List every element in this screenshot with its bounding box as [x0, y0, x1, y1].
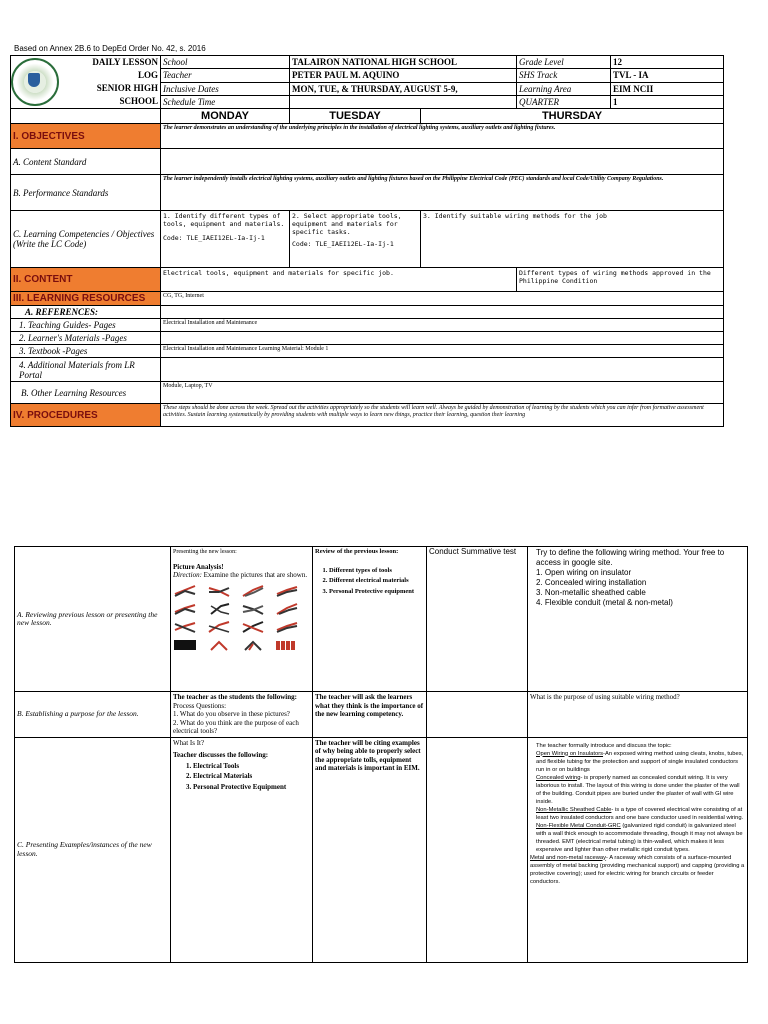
- procedures-text: These steps should be done across the week. Spread out the activities appropriately so the students will learn well. Always be guided by demonstration of learning by the students which you can infer from formative assessment activities. Sustain learning systematically by providing students with multiple ways to learn new things, practice their learning, question their learning: [161, 404, 724, 427]
- pliers-icon: [207, 584, 231, 598]
- section-a-thu-intro: Try to define the following wiring method. Your free to access in google site.: [536, 548, 725, 567]
- day-row-blank: [11, 109, 161, 124]
- pliers-icon: [207, 602, 231, 616]
- day-tuesday: TUESDAY: [290, 109, 421, 124]
- textbook-value: Electrical Installation and Maintenance Learning Material: Module 1: [161, 345, 724, 358]
- pliers-icon: [207, 620, 231, 634]
- section-b-mon-intro: The teacher as the students the following:: [173, 693, 297, 701]
- content-thursday: Different types of wiring methods approved in the Philippine Condition: [517, 268, 724, 292]
- pliers-icon: [241, 620, 265, 634]
- discussion-item: 3. Personal Protective Equipment: [193, 783, 310, 792]
- dates-value: MON, TUE, & THURSDAY, AUGUST 5-9,: [290, 82, 517, 95]
- section-c-wednesday: [427, 737, 528, 962]
- lr-portal-value: [161, 358, 724, 382]
- content-standard-label: A. Content Standard: [11, 149, 161, 175]
- teacher-value: PETER PAUL M. AQUINO: [290, 69, 517, 82]
- deped-seal-icon: [11, 58, 59, 106]
- pliers-icon: [173, 620, 197, 634]
- nms-cable-title: Non-Metallic Sheathed Cable: [536, 806, 612, 813]
- pliers-icon: [275, 602, 299, 616]
- pliers-icon: [173, 584, 197, 598]
- wiring-item: 3. Non-metallic sheathed cable: [536, 588, 646, 597]
- concealed-wiring-title: Concealed wiring: [536, 774, 581, 781]
- schedule-value: [290, 95, 517, 108]
- performance-label: B. Performance Standards: [11, 175, 161, 211]
- section-a-mon-direction: Examine the pictures that are shown.: [201, 571, 308, 579]
- section-b-label: B. Establishing a purpose for the lesson.: [15, 692, 171, 738]
- section-c-thu-intro: The teacher formally introduce and discuss the topic:: [536, 742, 672, 749]
- track-label: SHS Track: [517, 69, 611, 82]
- lr-portal-label: 4. Additional Materials from LR Portal: [11, 358, 161, 382]
- competency-monday: [161, 211, 290, 268]
- references-value: [161, 306, 724, 319]
- section-c-thursday: [528, 737, 748, 962]
- pliers-icon: [173, 602, 197, 616]
- review-item: 1. Different types of tools: [329, 567, 424, 576]
- day-thursday: THURSDAY: [421, 109, 724, 124]
- pliers-icon: [241, 584, 265, 598]
- concealed-wiring-paragraph: [530, 774, 745, 806]
- nms-cable-paragraph: [530, 806, 745, 822]
- section-a-monday: [171, 547, 313, 692]
- area-value: EIM NCII: [611, 82, 724, 95]
- content-standard-value: [161, 149, 724, 175]
- procedures-table: [14, 546, 748, 963]
- school-value: TALAIRON NATIONAL HIGH SCHOOL: [290, 56, 517, 69]
- school-label: School: [161, 56, 290, 69]
- title-line-3: SENIOR HIGH: [96, 83, 158, 93]
- section-a-label: A. Reviewing previous lesson or presenting the new lesson.: [15, 547, 171, 692]
- grade-label: Grade Level: [517, 56, 611, 69]
- section-b-thursday: What is the purpose of using suitable wiring method?: [528, 692, 748, 738]
- section-b-wednesday: [427, 692, 528, 738]
- teaching-guides-label: 1. Teaching Guides- Pages: [11, 319, 161, 332]
- textbook-label: 3. Textbook -Pages: [11, 345, 161, 358]
- pliers-icon: [241, 602, 265, 616]
- raceway-paragraph: [530, 854, 745, 886]
- day-monday: MONDAY: [161, 109, 290, 124]
- tool-box-icon: [173, 638, 197, 652]
- objectives-text: The learner demonstrates an understanding of the underlying principles in the installation of electrical lighting systems, auxiliary outlets and lighting fixtures.: [161, 124, 724, 149]
- section-c-monday: [171, 737, 313, 962]
- section-b-tuesday: The teacher will ask the learners what they think is the importance of the new learning competency.: [313, 692, 427, 738]
- title-line-4: SCHOOL: [119, 96, 158, 106]
- wiring-item: 4. Flexible conduit (metal & non-metal): [536, 598, 673, 607]
- discussion-item: 1. Electrical Tools: [193, 762, 310, 771]
- teacher-label: Teacher: [161, 69, 290, 82]
- title-line-2: LOG: [137, 70, 158, 80]
- pliers-icon: [275, 584, 299, 598]
- tool-pictures: [173, 584, 310, 652]
- title-line-1: DAILY LESSON: [92, 57, 158, 67]
- references-label: A. REFERENCES:: [11, 306, 161, 319]
- grade-value: 12: [611, 56, 724, 69]
- section-c-mon-intro: What Is It?: [173, 738, 205, 747]
- resources-heading: III. LEARNING RESOURCES: [11, 292, 161, 306]
- section-c-tuesday: The teacher will be citing examples of why being able to properly select the appropriate tolls, equipment and materials is important in EIM.: [313, 737, 427, 962]
- section-a-tuesday: [313, 547, 427, 692]
- competency-tuesday-code: Code: TLE_IAEI12EL-Ia-Ij-1: [292, 240, 394, 248]
- objectives-heading: I. OBJECTIVES: [11, 124, 161, 149]
- header-title-cell: [11, 56, 161, 109]
- nms-cable-text: - is a type of covered electrical wire consisting of at least two insulated conductors and one bare conductor used in residential wiring.: [536, 806, 744, 821]
- learners-materials-value: [161, 332, 724, 345]
- review-item: 2. Different electrical materials: [329, 577, 424, 586]
- section-c-label: C. Presenting Examples/instances of the new lesson.: [15, 737, 171, 962]
- competencies-label: C. Learning Competencies / Objectives (Write the LC Code): [11, 211, 161, 268]
- section-a-wednesday: Conduct Summative test: [427, 547, 528, 692]
- section-a-mon-direction-key: Direction:: [173, 571, 202, 579]
- lesson-log-table: [10, 55, 724, 427]
- content-mon-tue: Electrical tools, equipment and materials for specific job.: [161, 268, 517, 292]
- open-wiring-title: Open Wiring on Insulators: [536, 750, 604, 757]
- section-a-thursday: [528, 547, 748, 692]
- open-wiring-paragraph: [530, 750, 745, 774]
- open-wiring-text: -An exposed wiring method using cleats, knobs, tubes, and flexible tubing for the protection and support of single insulated conductors run in or on buildings: [536, 750, 744, 773]
- learners-materials-label: 2. Learner's Materials -Pages: [11, 332, 161, 345]
- section-c-mon-sub: Teacher discusses the following:: [173, 751, 269, 759]
- section-a-tue-intro: Review of the previous lesson:: [315, 548, 399, 555]
- section-b-mon-q1: 1. What do you observe in these pictures?: [173, 710, 290, 718]
- screwdriver-set-icon: [275, 638, 299, 652]
- track-value: TVL - IA: [611, 69, 724, 82]
- section-b-mon-sub: Process Questions:: [173, 701, 227, 710]
- raceway-title: Metal and non-metal raceway: [530, 854, 607, 861]
- wiring-item: 2. Concealed wiring installation: [536, 578, 647, 587]
- performance-text: The learner independently installs electrical lighting systems, auxiliary outlets and lighting fixtures based on the Philippine Electrical Code (PEC) standards and local Code/Utility Company Regulations.: [161, 175, 724, 211]
- section-b-mon-q2: 2. What do you think are the purpose of each electrical tools?: [173, 718, 299, 735]
- area-label: Learning Area: [517, 82, 611, 95]
- review-item: 3. Personal Protective equipment: [329, 588, 424, 597]
- grc-title: Non-Flexible Metal Conduit-GRC: [536, 822, 621, 829]
- grc-text: (galvanized rigid conduit) is galvanized steel with a wall thick enough to accommodate threading, though it may not always be threaded. EMT (electrical metal tubing) is thin-walled, which makes it less expensive and lighter than other metallic rigid conduit types.: [536, 822, 743, 853]
- other-resources-label: B. Other Learning Resources: [11, 382, 161, 404]
- discussion-item: 2. Electrical Materials: [193, 772, 310, 781]
- quarter-value: 1: [611, 95, 724, 108]
- competency-monday-text: 1. Identify different types of tools, equipment and materials.: [163, 212, 285, 228]
- schedule-label: Schedule Time: [161, 95, 290, 108]
- pliers-icon: [207, 638, 231, 652]
- teaching-guides-value: Electrical Installation and Maintenance: [161, 319, 724, 332]
- pliers-icon: [275, 620, 299, 634]
- concealed-wiring-text: - is properly named as concealed conduit wiring. It is very laborious to install. The layout of this wiring is done under the plaster of the wall of the building. Conduit pipes are buried under the plaster of wall with GI wire inside.: [536, 774, 740, 805]
- competency-monday-code: Code: TLE_IAEI12EL-Ia-Ij-1: [163, 234, 265, 242]
- other-resources-value: Module, Laptop, TV: [161, 382, 724, 404]
- competency-tuesday-text: 2. Select appropriate tools, equipment and materials for specific tasks.: [292, 212, 402, 236]
- grc-paragraph: [530, 822, 745, 854]
- competency-thursday: 3. Identify suitable wiring methods for the job: [421, 211, 724, 268]
- section-a-mon-intro: Presenting the new lesson:: [173, 549, 237, 555]
- wiring-item: 1. Open wiring on insulator: [536, 568, 632, 577]
- resources-value: CG, TG, Internet: [161, 292, 724, 306]
- raceway-text: - A raceway which consists of a surface-mounted assembly of metal backing (providing mechanical support) and capping (providing a protective covering); used for electric wiring for branch circuits or feeder conductors.: [530, 854, 745, 885]
- section-a-mon-title: Picture Analysis!: [173, 562, 224, 571]
- header-note: Based on Annex 2B.6 to DepEd Order No. 42, s. 2016: [14, 44, 206, 53]
- section-b-monday: [171, 692, 313, 738]
- quarter-label: QUARTER: [517, 95, 611, 108]
- content-heading: II. CONTENT: [11, 268, 161, 292]
- procedures-heading: IV. PROCEDURES: [11, 404, 161, 427]
- pliers-icon: [241, 638, 265, 652]
- competency-tuesday: [290, 211, 421, 268]
- dates-label: Inclusive Dates: [161, 82, 290, 95]
